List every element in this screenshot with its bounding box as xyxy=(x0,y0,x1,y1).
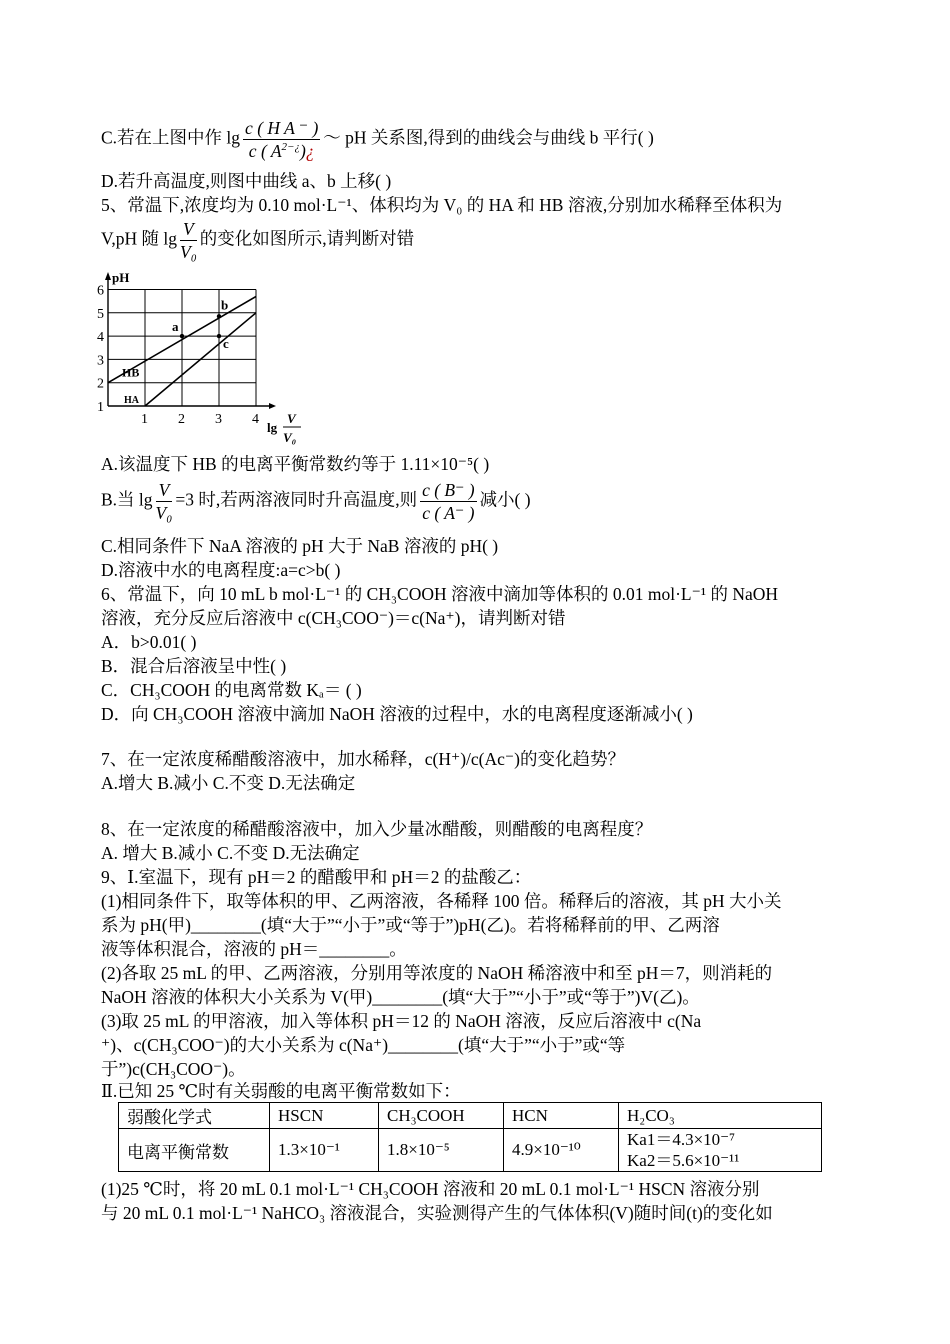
chart-labels xyxy=(97,270,301,445)
table-cell: 1.3×10⁻¹ xyxy=(270,1129,379,1172)
q5-option-c: C.相同条件下 NaA 溶液的 pH 大于 NaB 溶液的 pH( ) xyxy=(101,536,499,556)
x-axis-arrow xyxy=(269,403,276,409)
q4c-denominator: c ( $A^{2-¿})¿$ xyxy=(248,141,315,161)
table-row xyxy=(119,1129,822,1172)
x-tick-label: 2 xyxy=(178,412,185,427)
point-c xyxy=(217,334,221,338)
q6-option-d: D．向 CH₃COOH 溶液中滴加 NaOH 溶液的过程中，水的电离程度逐渐减小( ) xyxy=(101,704,693,724)
chart-grid xyxy=(108,290,256,407)
x-axis-label-den: V₀ xyxy=(283,430,297,445)
point-label-a: a xyxy=(172,319,179,335)
ionization-constant-table xyxy=(118,1102,822,1172)
x-tick-label: 3 xyxy=(215,412,222,427)
chart-axes xyxy=(105,272,276,409)
q9-ii-part1-line1: (1)25 ℃时，将 20 mL 0.1 mol·L⁻¹ CH₃COOH 溶液和 20 mL 0.1 mol·L⁻¹ HSCN 溶液分别 xyxy=(101,1179,760,1199)
q6-stem-line1: 6、常温下，向 10 mL b mol·L⁻¹ 的 CH₃COOH 溶液中滴加等体积的 0.01 mol·L⁻¹ 的 NaOH xyxy=(101,584,779,604)
table-header-cell: H₂CO₃ xyxy=(619,1103,822,1129)
table-header-cell: HCN xyxy=(504,1103,619,1129)
x-axis-label-num: V xyxy=(287,411,296,426)
q6-stem-line2: 溶液，充分反应后溶液中 c(CH₃COO⁻)＝c(Na⁺)，请判断对错 xyxy=(101,608,566,628)
q6-option-c: C．CH₃COOH 的电离常数 Kₐ＝ ( ) xyxy=(101,680,362,700)
ka2-value: Ka2＝5.6×10⁻¹¹ xyxy=(627,1151,740,1170)
point-b xyxy=(217,314,221,318)
table-row-label: 电离平衡常数 xyxy=(119,1129,270,1172)
q4c-numerator: c ( H A ⁻ ) xyxy=(245,118,319,138)
x-tick-label: 1 xyxy=(141,412,148,427)
q5-option-a: A.该温度下 HB 的电离平衡常数约等于 1.11×10⁻⁵( ) xyxy=(101,454,490,474)
q9-part3-line3: 于”)c(CH₃COO⁻)。 xyxy=(101,1059,246,1079)
y-tick-label: 3 xyxy=(97,353,104,369)
q4c-suffix: ～ pH 关系图,得到的曲线会与曲线 b 平行( ) xyxy=(323,127,654,148)
q9-part1-line2: 系为 pH(甲)________(填“大于”“小于”或“等于”)pH(乙)。若将稀释前的甲、乙两溶 xyxy=(101,915,720,935)
ka1-value: Ka1＝4.3×10⁻⁷ xyxy=(627,1130,736,1149)
table-cell: 4.9×10⁻¹⁰ xyxy=(504,1129,619,1172)
table-cell-h2co3 xyxy=(619,1129,822,1172)
q7-stem: 7、在一定浓度稀醋酸溶液中，加水稀释，c(H⁺)/c(Ac⁻)的变化趋势？ xyxy=(101,749,625,769)
x-axis-label xyxy=(267,411,301,445)
q5-option-b: B.当 lg $\frac{V}{\text{V₀}}$ =3 时,若两溶液同时升高温度,则 $\frac{c ( B^- )}{c ( A^- )}$ 减小( ) xyxy=(101,480,531,523)
y-axis-arrow xyxy=(105,272,111,280)
series-label-ha: HA xyxy=(124,395,139,406)
table-header-cell: CH₃COOH xyxy=(379,1103,504,1129)
q4c-prefix: C.若在上图中作 lg xyxy=(101,127,241,148)
q4c-fraction xyxy=(243,117,320,162)
q9-part3-line2: ⁺)、c(CH₃COO⁻)的大小关系为 c(Na⁺)________(填“大于”“小于”或“等 xyxy=(101,1035,626,1055)
q9-part3-line1: (3)取 25 mL 的甲溶液，加入等体积 pH＝12 的 NaOH 溶液，反应后溶液中 c(Na xyxy=(101,1011,702,1031)
table-header-cell: HSCN xyxy=(270,1103,379,1129)
y-tick-label: 5 xyxy=(97,306,104,322)
q9-part1-line1: (1)相同条件下，取等体积的甲、乙两溶液，各稀释 100 倍。稀释后的溶液，其 pH 大小关 xyxy=(101,891,782,911)
q8-options: A. 增大 B.减小 C.不变 D.无法确定 xyxy=(101,843,360,863)
table-header-row xyxy=(119,1103,822,1129)
q4-option-d: D.若升高温度,则图中曲线 a、b 上移( ) xyxy=(101,171,392,191)
q9-ii-part1-line2: 与 20 mL 0.1 mol·L⁻¹ NaHCO₃ 溶液混合，实验测得产生的气体体积(V)随时间(t)的变化如 xyxy=(101,1203,773,1223)
q7-options: A.增大 B.减小 C.不变 D.无法确定 xyxy=(101,773,356,793)
table-header-cell: 弱酸化学式 xyxy=(119,1103,270,1129)
q4-option-c xyxy=(101,117,654,162)
q9-stem: 9、Ⅰ.室温下，现有 pH＝2 的醋酸甲和 pH＝2 的盐酸乙： xyxy=(101,867,532,887)
point-a xyxy=(180,334,184,338)
q6-option-b: B．混合后溶液呈中性( ) xyxy=(101,656,287,676)
q8-stem: 8、在一定浓度的稀醋酸溶液中，加入少量冰醋酸，则醋酸的电离程度？ xyxy=(101,819,653,839)
q9-section-ii: Ⅱ.已知 25 ℃时有关弱酸的电离平衡常数如下： xyxy=(101,1081,461,1101)
y-tick-label: 6 xyxy=(97,283,104,299)
point-label-b: b xyxy=(221,297,229,313)
q9-part2-line1: (2)各取 25 mL 的甲、乙两溶液，分别用等浓度的 NaOH 稀溶液中和至 pH＝7，则消耗的 xyxy=(101,963,773,983)
ph-dilution-chart xyxy=(95,268,315,450)
y-tick-label: 4 xyxy=(97,330,104,346)
q5-stem-line1: 5、常温下,浓度均为 0.10 mol·L⁻¹、体积均为 V₀ 的 HA 和 HB 溶液,分别加水稀释至体积为 xyxy=(101,195,783,215)
y-axis-label: pH xyxy=(112,270,130,285)
q5-option-d: D.溶液中水的电离程度:a=c>b( ) xyxy=(101,560,341,580)
q5-stem-line2: V,pH 随 lg $\frac{V}{\text{V₀}}$ 的变化如图所示,请判断对错 xyxy=(101,219,415,262)
q6-option-a: A．b>0.01( ) xyxy=(101,632,197,652)
y-tick-label: 1 xyxy=(97,400,104,415)
table-cell: 1.8×10⁻⁵ xyxy=(379,1129,504,1172)
q9-part1-line3: 液等体积混合，溶液的 pH＝________。 xyxy=(101,939,407,959)
series-label-hb: HB xyxy=(122,365,140,380)
x-tick-label: 4 xyxy=(252,412,259,427)
x-axis-label-lg: lg xyxy=(267,420,278,435)
point-label-c: c xyxy=(223,336,229,352)
q9-part2-line2: NaOH 溶液的体积大小关系为 V(甲)________(填“大于”“小于”或“等于”)V(乙)。 xyxy=(101,987,700,1007)
q5-fraction: $\frac{V}{\text{V₀}}$ xyxy=(180,219,197,262)
y-tick-label: 2 xyxy=(97,376,104,392)
